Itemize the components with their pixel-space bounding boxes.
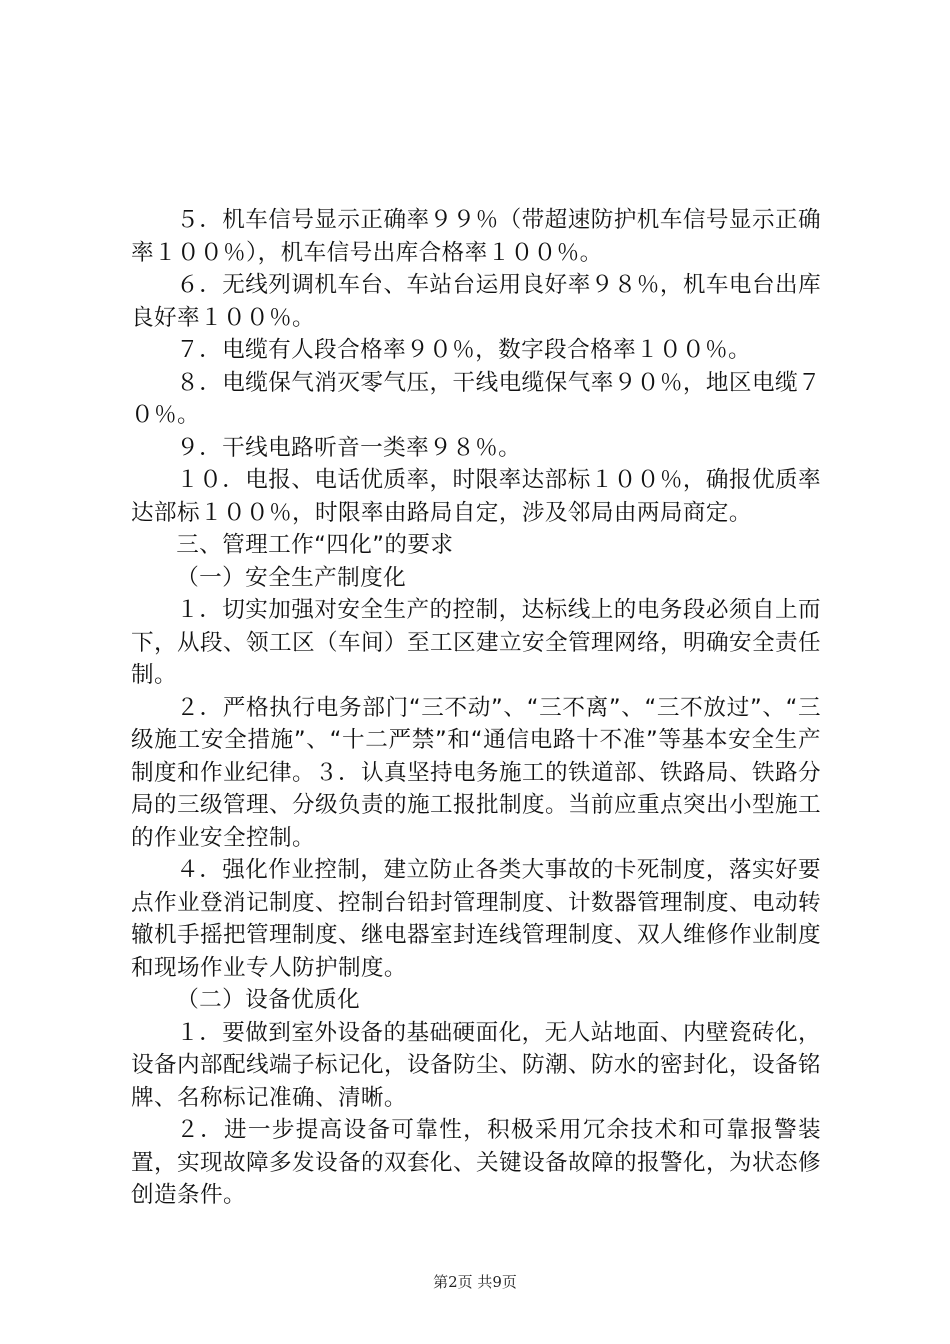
paragraph-item-7: ７．电缆有人段合格率９０％，数字段合格率１００％。: [176, 337, 752, 363]
paragraph-item-5: ５．机车信号显示正确率９９％（带超速防护机车信号显示正确率１００％），机车信号出库合格率１００％。: [131, 207, 821, 266]
subsection-heading-equipment: （二）设备优质化: [176, 987, 361, 1013]
paragraph-safety-2-3: ２．严格执行电务部门“三不动”、“三不离”、“三不放过”、“三级施工安全措施”、“十二严禁”和“通信电路十不准”等基本安全生产制度和作业纪律。３．认真坚持电务施工的铁道部、铁路局、铁路分局的三级管理、分级负责的施工报批制度。当前应重点突出小型施工的作业安全控制。: [131, 694, 821, 851]
subsection-heading-safety: （一）安全生产制度化: [176, 564, 407, 591]
section-heading-management: 三、管理工作“四化”的要求: [176, 532, 454, 558]
document-body: [131, 204, 821, 1212]
paragraph-equipment-1: １．要做到室外设备的基础硬面化，无人站地面、内壁瓷砖化，设备内部配线端子标记化，设备防尘、防潮、防水的密封化，设备铭牌、名称标记准确、清晰。: [131, 1019, 821, 1111]
paragraph-item-9: ９．干线电路听音一类率９８％。: [176, 434, 522, 461]
paragraph-item-6: ６．无线列调机车台、车站台运用良好率９８％，机车电台出库良好率１００％。: [131, 272, 821, 331]
paragraph-equipment-2: ２．进一步提高设备可靠性，积极采用冗余技术和可靠报警装置，实现故障多发设备的双套化、关键设备故障的报警化，为状态修创造条件。: [131, 1117, 821, 1208]
page-number-footer: 第2页 共9页: [433, 1273, 517, 1291]
paragraph-safety-1: １．切实加强对安全生产的控制，达标线上的电务段必须自上而下，从段、领工区（车间）至工区建立安全管理网络，明确安全责任制。: [131, 597, 821, 688]
paragraph-item-10: １０．电报、电话优质率，时限率达部标１００％，确报优质率达部标１００％，时限率由路局自定，涉及邻局由两局商定。: [131, 467, 821, 526]
paragraph-item-8: ８．电缆保气消灭零气压，干线电缆保气率９０％，地区电缆７０％。: [131, 369, 821, 428]
paragraph-safety-4: ４．强化作业控制，建立防止各类大事故的卡死制度，落实好要点作业登消记制度、控制台铅封管理制度、计数器管理制度、电动转辙机手摇把管理制度、继电器室封连线管理制度、双人维修作业制度和现场作业专人防护制度。: [131, 857, 821, 981]
